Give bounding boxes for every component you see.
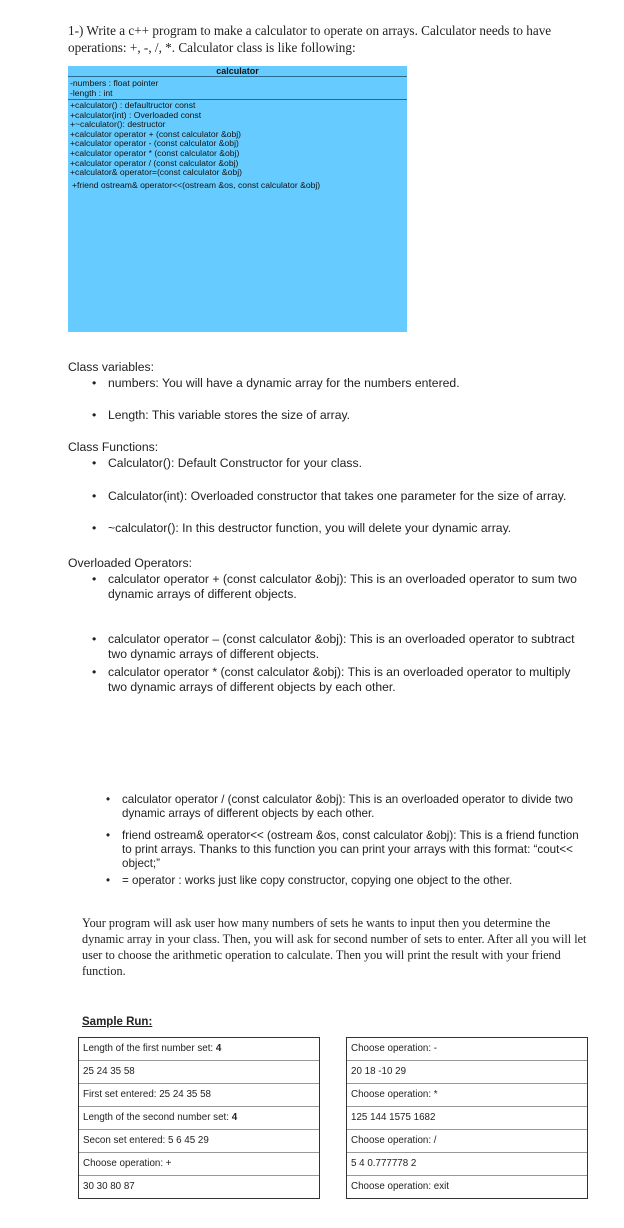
overloaded-operators-list-b <box>106 793 586 888</box>
list-item: • numbers: You will have a dynamic array for the numbers entered. <box>92 376 460 391</box>
uml-method: +calculator operator * (const calculator &obj) <box>70 147 240 158</box>
list-item: • ~calculator(): In this destructor function, you will delete your dynamic array. <box>92 521 566 536</box>
list-item: • Calculator(int): Overloaded constructor that takes one parameter for the size of array. <box>92 489 566 504</box>
sample-run-row: Choose operation: - <box>347 1038 587 1061</box>
uml-methods <box>68 100 407 191</box>
sample-run-right-box <box>346 1037 588 1199</box>
list-item: • calculator operator – (const calculator &obj): This is an overloaded operator to subtract two dynamic arrays of different objects. <box>92 632 592 662</box>
intro-text: 1-) Write a c++ program to make a calculator to operate on arrays. Calculator needs to have operations: +, -, /, *. Calculator class is like following: <box>68 23 552 55</box>
uml-method: +calculator operator - (const calculator &obj) <box>70 138 239 149</box>
sample-run-row: Length of the second number set: 4 <box>79 1107 319 1130</box>
uml-method: +calculator& operator=(const calculator &obj) <box>70 167 242 178</box>
uml-method: +calculator operator + (const calculator &obj) <box>70 128 242 139</box>
sample-run-row: Choose operation: + <box>79 1153 319 1176</box>
sample-run-row: Choose operation: exit <box>351 1181 450 1192</box>
sample-run-label: Sample Run: <box>82 1016 153 1028</box>
class-functions-list <box>92 456 566 536</box>
sample-run-row: Length of the first number set: 4 <box>79 1038 319 1061</box>
uml-attribute: -length : int <box>70 88 113 98</box>
class-functions-heading: Class Functions: <box>68 440 159 454</box>
sample-run-row: 20 18 -10 29 <box>347 1061 587 1084</box>
sample-run-row: 5 4 0.777778 2 <box>347 1153 587 1176</box>
list-item: • calculator operator / (const calculator &obj): This is an overloaded operator to divide two dynamic arrays of different objects by each other. <box>106 793 586 821</box>
uml-method: +~calculator(): destructor <box>70 119 166 130</box>
uml-attributes <box>68 77 407 100</box>
list-item: • calculator operator + (const calculator &obj): This is an overloaded operator to sum two dynamic arrays of different objects. <box>92 572 592 602</box>
class-variables-heading: Class variables: <box>68 360 155 374</box>
uml-method: +calculator() : defaultructor const <box>70 100 196 110</box>
class-variables-list <box>92 376 460 423</box>
sample-run-row: First set entered: 25 24 35 58 <box>79 1084 319 1107</box>
sample-run-row: 25 24 35 58 <box>79 1061 319 1084</box>
uml-method: +calculator operator / (const calculator &obj) <box>70 157 239 168</box>
list-item: • Length: This variable stores the size of array. <box>92 408 460 423</box>
list-item: • = operator : works just like copy constructor, copying one object to the other. <box>106 874 586 888</box>
sample-run-row: Choose operation: / <box>347 1130 587 1153</box>
sample-run-row: 125 144 1575 1682 <box>347 1107 587 1130</box>
list-item: • calculator operator * (const calculator &obj): This is an overloaded operator to multiply two dynamic arrays of different objects by each other. <box>92 665 592 695</box>
uml-attribute: -numbers : float pointer <box>70 78 159 88</box>
uml-friend-method: +friend ostream& operator<<(ostream &os, const calculator &obj) <box>72 179 321 190</box>
uml-method: +calculator(int) : Overloaded const <box>70 109 202 120</box>
sample-run-row: Choose operation: * <box>347 1084 587 1107</box>
list-item: • Calculator(): Default Constructor for your class. <box>92 456 566 471</box>
uml-class-name: calculator <box>68 66 407 77</box>
program-description: Your program will ask user how many numbers of sets he wants to input then you determine the dynamic array in your class. Then, you will ask for second number of sets to enter. After all you will let user to choose the arithmetic operation to calculate. Then you will print the result with your friend function. <box>82 916 587 978</box>
sample-run-row: Secon set entered: 5 6 45 29 <box>79 1130 319 1153</box>
list-item: • friend ostream& operator<< (ostream &os, const calculator &obj): This is a friend function to print arrays. Thanks to this function you can print your arrays with this format: “cout<< object;” <box>106 829 586 871</box>
uml-class-diagram <box>68 66 407 332</box>
sample-run-row: 30 30 80 87 <box>83 1181 135 1192</box>
overloaded-operators-heading: Overloaded Operators: <box>68 556 192 570</box>
overloaded-operators-list-a <box>92 572 592 695</box>
sample-run-left-box <box>78 1037 320 1199</box>
